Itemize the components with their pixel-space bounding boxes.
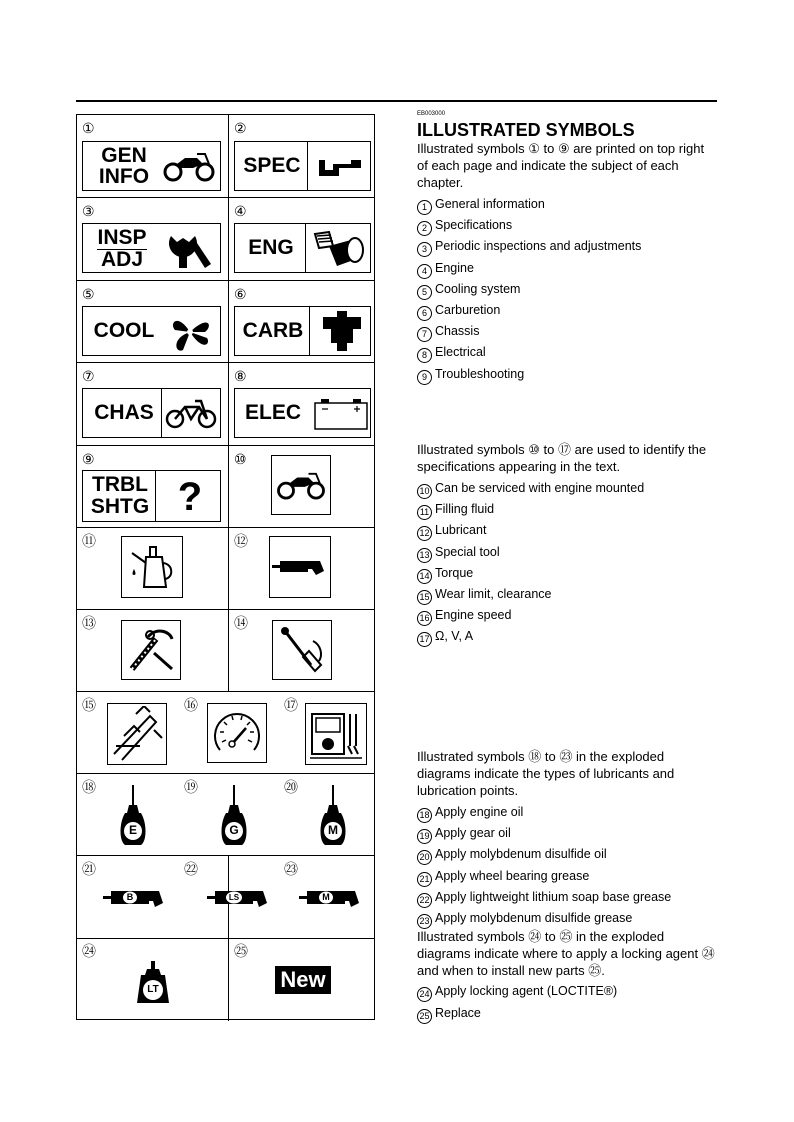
legend-item-number: 14 [417, 569, 432, 584]
spec-symbol [234, 141, 371, 191]
symbol-number-14: ⑭ [234, 615, 248, 631]
legend-item [417, 608, 511, 626]
legend-item-label: Electrical [435, 345, 486, 360]
gear-oil-symbol [218, 783, 250, 849]
grease-gun-icon [272, 557, 328, 577]
special-tool-icon [126, 625, 176, 675]
vernier-caliper-icon [110, 706, 164, 762]
legend-item [417, 481, 644, 499]
legend-item-number: 5 [417, 285, 432, 300]
caliper-icon [317, 156, 363, 178]
legend-item-label: Troubleshooting [435, 366, 525, 381]
lt-letters: LT [147, 984, 159, 995]
legend-item-label: Apply locking agent (LOCTITE®) [435, 984, 618, 998]
symbol-number-15: ⑮ [82, 697, 96, 713]
tachometer-icon [210, 706, 264, 760]
symbol-number-4: ④ [234, 203, 247, 219]
symbol-number-5: ⑤ [82, 286, 95, 302]
legend-item [417, 239, 641, 257]
insp-label: INSP [97, 226, 147, 249]
grease-letter-m: M [322, 892, 330, 902]
legend-item-number: 3 [417, 242, 432, 257]
grease-letter-b: B [126, 892, 134, 902]
legend-item-label: Engine [435, 260, 474, 275]
legend-item-number: 12 [417, 526, 432, 541]
legend-item-label: Special tool [435, 544, 500, 559]
oil-can-icon [126, 541, 178, 593]
symbol-grid [76, 114, 375, 1020]
legend-item-label: Filling fluid [435, 502, 495, 517]
legend-item-label: Ω, V, A [435, 629, 474, 644]
oil-letter-g: G [229, 823, 239, 837]
molybdenum-grease-symbol [299, 887, 361, 909]
oil-letter-e: E [128, 823, 137, 837]
symbol-number-20: ⑳ [284, 779, 298, 795]
legend-item [417, 911, 632, 929]
legend-item-label: Specifications [435, 218, 513, 233]
engine-speed-symbol [207, 703, 267, 763]
oil-letter-m: M [328, 823, 338, 837]
cool-symbol [82, 306, 221, 356]
legend-item [417, 587, 551, 605]
engine-oil-symbol [117, 783, 149, 849]
symbol-number-24: ㉔ [82, 943, 96, 959]
legend-item [417, 984, 617, 1002]
fan-icon [167, 310, 213, 354]
legend-item-number: 13 [417, 548, 432, 563]
oil-bottle-icon [117, 783, 149, 849]
legend-item [417, 502, 494, 520]
gen-label: GEN [101, 144, 147, 167]
intro-paragraph-2: Illustrated symbols ⑩ to ⑰ are used to identify the specifications appearing in the text. [417, 442, 707, 474]
chas-label: CHAS [94, 401, 154, 424]
legend-item [417, 282, 520, 300]
legend-item-label: Apply gear oil [435, 826, 511, 841]
symbol-number-23: ㉓ [284, 861, 298, 877]
legend-item [417, 345, 486, 363]
intro-paragraph-3: Illustrated symbols ⑱ to ㉓ in the exploded diagrams indicate the types of lubricants and lubrication points. [417, 749, 675, 798]
serviceable-engine-mounted-symbol [271, 455, 331, 515]
motorcycle-icon [276, 470, 326, 500]
legend-item-label: Apply molybdenum disulfide oil [435, 847, 607, 862]
chassis-frame-icon [165, 399, 217, 431]
legend-item-number: 24 [417, 987, 432, 1002]
locking-agent-symbol [133, 959, 173, 1007]
symbol-number-22: ㉒ [184, 861, 198, 877]
legend-item-number: 23 [417, 914, 432, 929]
filling-fluid-symbol [121, 536, 183, 598]
question-mark-glyph: ? [177, 475, 203, 519]
symbol-number-25: ㉕ [234, 943, 248, 959]
symbol-number-9: ⑨ [82, 451, 95, 467]
legend-item-label: Replace [435, 1005, 481, 1020]
special-tool-symbol [121, 620, 181, 680]
oil-bottle-icon [218, 783, 250, 849]
torque-symbol [272, 620, 332, 680]
shtg-label: SHTG [90, 495, 150, 518]
intro-paragraph-4: Illustrated symbols ㉔ to ㉕ in the exploded diagrams indicate where to apply a locking agent ㉔ and when to install new parts ㉕. [417, 929, 715, 978]
legend-item-number: 4 [417, 264, 432, 279]
legend-item-label: Apply engine oil [435, 805, 524, 819]
symbol-number-21: ㉑ [82, 861, 96, 877]
molybdenum-oil-symbol [317, 783, 349, 849]
engine-icon [311, 228, 367, 268]
legend-item-number: 22 [417, 893, 432, 908]
battery-icon [313, 397, 369, 431]
legend-item-number: 9 [417, 370, 432, 385]
trbl-label: TRBL [92, 473, 148, 496]
legend-item-number: 16 [417, 611, 432, 626]
legend-item [417, 545, 500, 563]
adj-label: ADJ [100, 248, 143, 271]
gen-info-symbol [82, 141, 221, 191]
legend-item-number: 17 [417, 632, 432, 647]
grease-letters-ls: LS [228, 893, 240, 902]
legend-item-label: Wear limit, clearance [435, 587, 552, 601]
symbol-number-17: ⑰ [284, 697, 298, 713]
wear-limit-symbol [107, 703, 167, 765]
legend-item [417, 890, 671, 908]
legend-item-number: 20 [417, 850, 432, 865]
legend-item-number: 25 [417, 1009, 432, 1024]
legend-item-number: 7 [417, 327, 432, 342]
symbol-number-2: ② [234, 120, 247, 136]
legend-item [417, 218, 512, 236]
legend-item-label: Lubricant [435, 523, 487, 538]
legend-item-label: Apply molybdenum disulfide grease [435, 911, 633, 925]
wrench-icon [165, 228, 215, 268]
carb-symbol [234, 306, 371, 356]
legend-item-number: 2 [417, 221, 432, 236]
new-badge: New [275, 966, 331, 994]
chas-symbol [82, 388, 221, 438]
symbol-number-18: ⑱ [82, 779, 96, 795]
legend-item-number: 1 [417, 200, 432, 215]
legend-item [417, 197, 545, 215]
elec-label: ELEC [244, 401, 301, 424]
symbol-number-1: ① [82, 120, 95, 136]
legend-item [417, 805, 523, 823]
symbol-number-10: ⑩ [234, 451, 247, 467]
legend-item [417, 847, 607, 865]
wheel-bearing-grease-symbol [103, 887, 165, 909]
symbol-number-11: ⑪ [82, 533, 96, 549]
header-rule [76, 100, 717, 102]
symbol-number-7: ⑦ [82, 368, 95, 384]
elec-symbol [234, 388, 371, 438]
legend-item-label: Periodic inspections and adjustments [435, 239, 642, 254]
legend-item-label: Torque [435, 565, 474, 580]
torque-wrench-icon [277, 625, 327, 675]
lubricant-symbol [269, 536, 331, 598]
section-code: EB003000 [417, 111, 446, 117]
legend-item-label: Apply lightweight lithium soap base grease [435, 889, 672, 904]
symbol-number-12: ⑫ [234, 533, 248, 549]
legend-item-number: 18 [417, 808, 432, 823]
symbol-number-8: ⑧ [234, 368, 247, 384]
eng-label: ENG [248, 236, 294, 259]
spec-label: SPEC [243, 154, 301, 177]
legend-item [417, 261, 474, 279]
carburetor-icon [319, 311, 365, 353]
legend-item-label: Apply wheel bearing grease [435, 868, 590, 883]
legend-item [417, 869, 589, 887]
legend-item [417, 324, 479, 342]
legend-item-label: Engine speed [435, 608, 512, 623]
page-title: ILLUSTRATED SYMBOLS [417, 120, 635, 140]
legend-item-number: 15 [417, 590, 432, 605]
legend-item [417, 303, 500, 321]
info-label: INFO [98, 165, 150, 188]
legend-item-label: Carburetion [435, 303, 501, 317]
ohm-volt-amp-symbol [305, 703, 367, 765]
symbol-number-3: ③ [82, 203, 95, 219]
legend-item [417, 826, 511, 844]
legend-item [417, 566, 473, 584]
intro-paragraph-1: Illustrated symbols ① to ⑨ are printed on top right of each page and indicate the subject of each chapter. [417, 141, 705, 190]
lithium-soap-grease-symbol [207, 887, 269, 909]
legend-item-number: 8 [417, 348, 432, 363]
legend-item-label: Chassis [435, 324, 480, 339]
carb-label: CARB [242, 319, 304, 342]
legend-item-label: Cooling system [435, 281, 521, 296]
cool-label: COOL [93, 319, 155, 342]
symbol-number-13: ⑬ [82, 615, 96, 631]
legend-item-label: Can be serviced with engine mounted [435, 481, 645, 495]
symbol-number-6: ⑥ [234, 286, 247, 302]
legend-item-number: 19 [417, 829, 432, 844]
legend-item [417, 1006, 481, 1024]
legend-item-number: 11 [417, 505, 432, 520]
legend-item [417, 367, 524, 385]
legend-item-number: 6 [417, 306, 432, 321]
legend-item-label: General information [435, 197, 545, 211]
motorcycle-icon [163, 150, 215, 182]
symbol-number-19: ⑲ [184, 779, 198, 795]
insp-adj-symbol [82, 223, 221, 273]
symbol-number-16: ⑯ [184, 697, 198, 713]
legend-item [417, 523, 486, 541]
multimeter-icon [308, 706, 364, 762]
legend-item-number: 21 [417, 872, 432, 887]
eng-symbol [234, 223, 371, 273]
legend-item-number: 10 [417, 484, 432, 499]
legend-item [417, 629, 473, 647]
oil-bottle-icon [317, 783, 349, 849]
trbl-shtg-symbol [82, 470, 221, 522]
